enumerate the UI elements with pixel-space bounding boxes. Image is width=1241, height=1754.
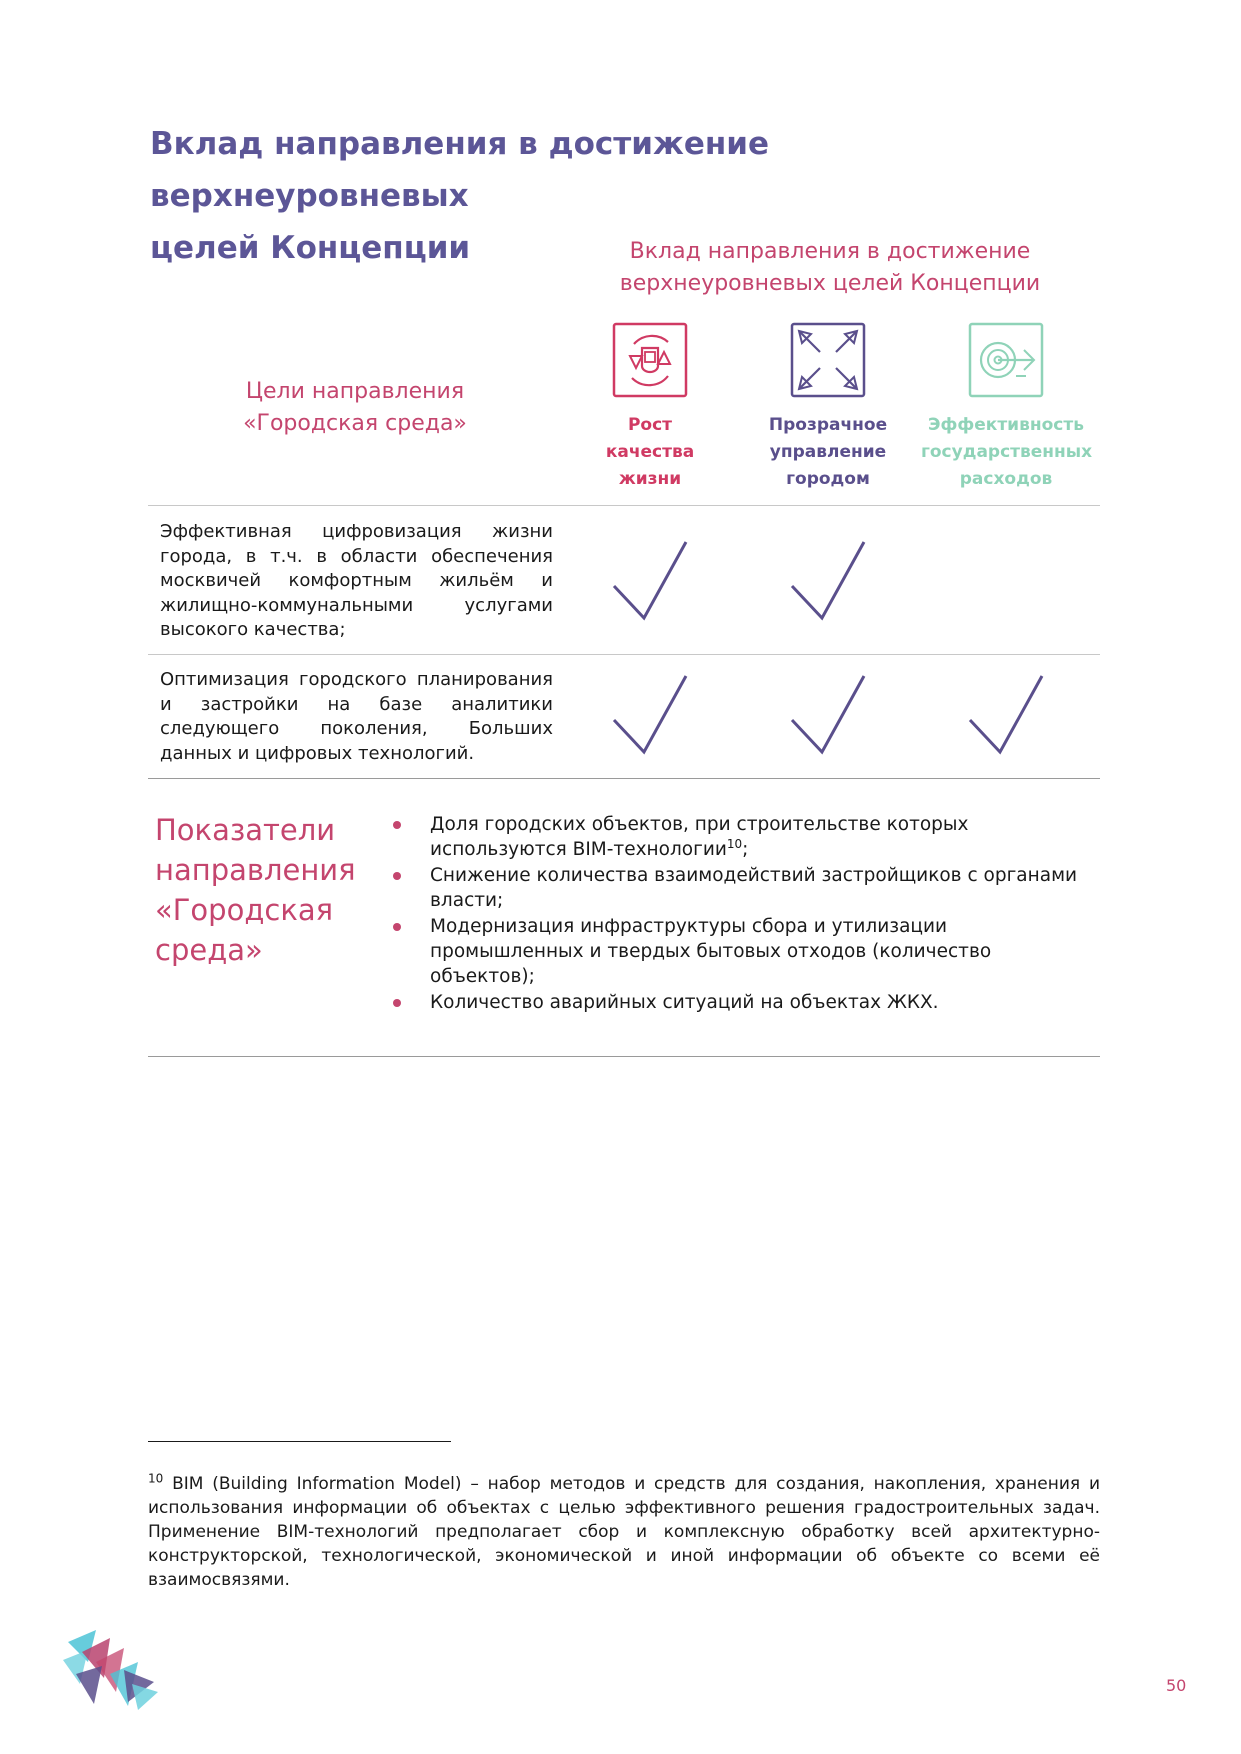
indicator-tail: ; [742, 839, 749, 860]
table-divider [148, 1056, 1100, 1057]
goal-row-text-2: Оптимизация городского планирования и застройки на базе аналитики следующего поколения, Больших данных и цифровых технологий. [160, 669, 553, 764]
contribution-header [610, 236, 1050, 300]
indicator-text: Модернизация инфраструктуры сбора и утилизации промышленных и твердых бытовых отходов (количество объектов); [430, 916, 992, 987]
column-label-line: управление [769, 442, 887, 462]
indicator-text: Доля городских объектов, при строительстве которых используются BIM-технологии [430, 814, 969, 860]
transparent-governance-icon [790, 322, 866, 398]
indicator-text: Количество аварийных ситуаций на объектах ЖКХ. [430, 992, 939, 1013]
column-label-line: расходов [959, 469, 1053, 489]
page-title-line1: Вклад направления в достижение верхнеуровневых [150, 126, 770, 214]
footnote-separator [148, 1441, 451, 1442]
indicators-header: Показатели направления «Городская среда» [155, 813, 356, 967]
page-title-line2: целей Концепции [150, 230, 471, 266]
list-item [390, 863, 1090, 913]
footnote-text: BIM (Building Information Model) – набор методов и средств для создания, накопления, хранения и использования информации об объектах с целью эффективного решения градостроительных задач. Применение BIM-технологий предполагает сбор и комплексную обработку всей архитектурно-конструкторской, технологической, экономической и иной информации об объекте со всеми её взаимосвязями. [148, 1474, 1100, 1590]
footnote-number: 10 [148, 1471, 164, 1486]
column-label-line: городом [786, 469, 870, 489]
contribution-header-line2: верхнеуровневых целей Концепции [619, 271, 1041, 296]
page-number: 50 [1166, 1676, 1187, 1695]
quality-of-life-icon [612, 322, 688, 398]
column-label-line: Рост [627, 415, 673, 435]
check-mark-icon [610, 538, 690, 622]
footnote [148, 1472, 1100, 1592]
column-label-line: государственных [921, 442, 1093, 462]
footnote-ref: 10 [726, 836, 743, 851]
bullet-icon [393, 821, 401, 829]
check-mark-icon [610, 672, 690, 756]
bullet-icon [393, 872, 401, 880]
check-mark-icon [788, 538, 868, 622]
spending-efficiency-icon [968, 322, 1044, 398]
goals-header-line2: «Городская среда» [243, 411, 467, 436]
column-label-transparent-governance [743, 412, 913, 493]
goals-header [230, 376, 480, 440]
indicators-list [390, 812, 1090, 1016]
check-mark-icon [966, 672, 1046, 756]
list-item [390, 990, 1090, 1015]
bullet-icon [393, 923, 401, 931]
list-item [390, 812, 1090, 862]
table-divider [148, 778, 1100, 779]
table-divider [148, 654, 1100, 655]
column-label-spending-efficiency [921, 412, 1091, 493]
logo-icon [58, 1622, 163, 1712]
column-label-line: качества [605, 442, 695, 462]
column-label-line: Прозрачное [768, 415, 888, 435]
goal-row-text-1: Эффективная цифровизация жизни города, в т.ч. в области обеспечения москвичей комфортным жильём и жилищно-коммунальными услугами высокого качества; [160, 521, 553, 640]
table-divider [148, 505, 1100, 506]
bullet-icon [393, 999, 401, 1007]
column-label-line: Эффективность [928, 415, 1084, 435]
indicator-text: Снижение количества взаимодействий застройщиков с органами власти; [430, 865, 1078, 911]
list-item [390, 914, 1090, 989]
column-label-line: жизни [618, 469, 682, 489]
column-label-quality-of-life [565, 412, 735, 493]
check-mark-icon [788, 672, 868, 756]
goals-header-line1: Цели направления [245, 379, 465, 404]
contribution-header-line1: Вклад направления в достижение [629, 239, 1031, 264]
